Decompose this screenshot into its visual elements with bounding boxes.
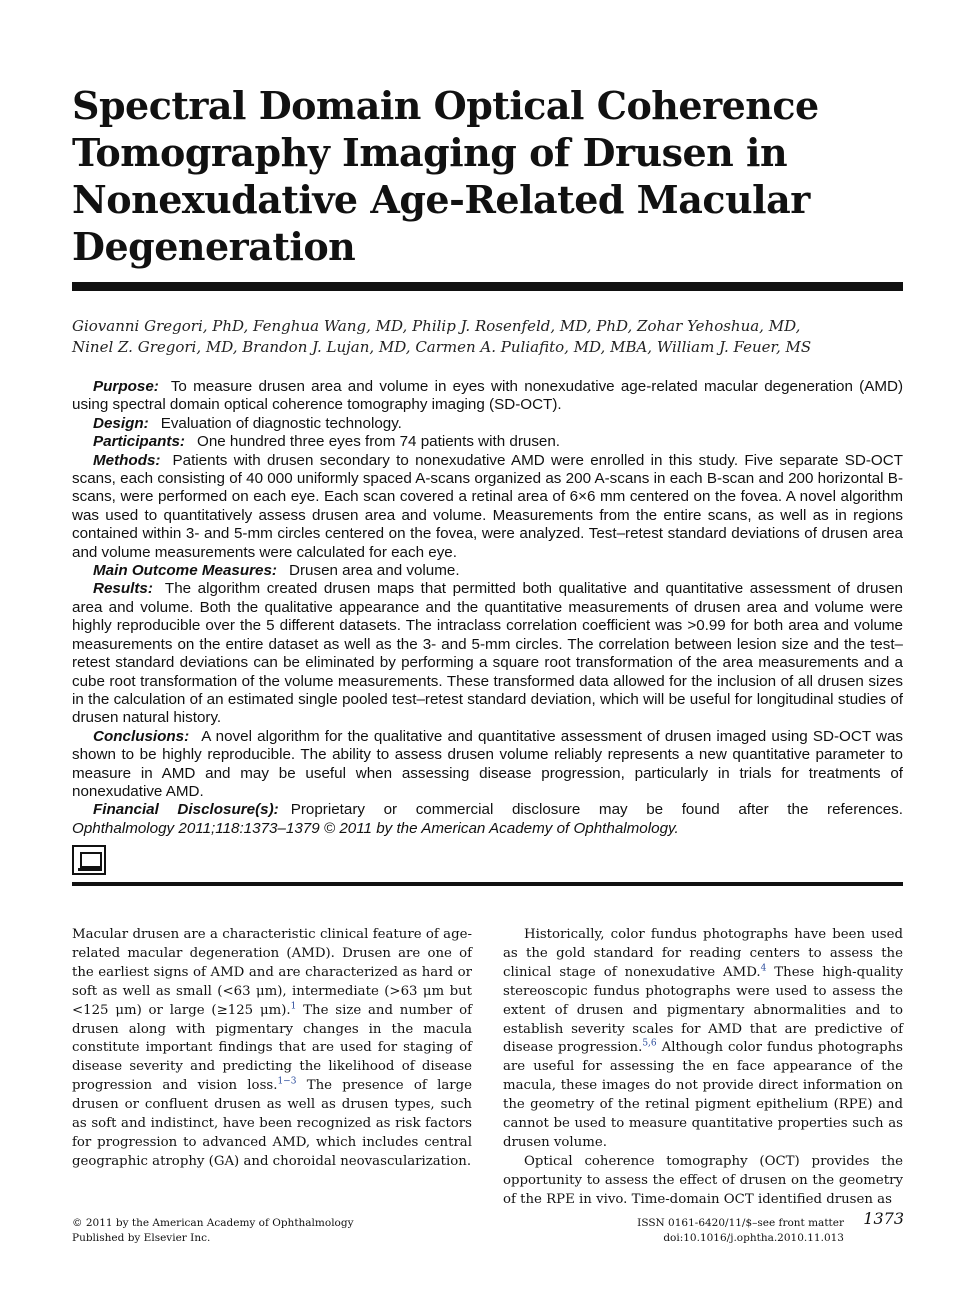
body-column-left (72, 926, 472, 1172)
monitor-screen (80, 852, 102, 868)
footer-line: ISSN 0161-6420/11/$–see front matter (637, 1217, 844, 1229)
abstract-text: One hundred three eyes from 74 patients with drusen. (197, 433, 561, 451)
monitor-base (78, 868, 102, 871)
abstract-text: Patients with drusen secondary to nonexudative AMD were enrolled in this study. Five separate SD-OCT scans, each consisting of 40 000 uniformly spaced A-scans organized as 200 A-scans in each B-scan and 200 horizontal B-scans, were performed on each eye. Each scan covered a retinal area of 6×6 mm centered on the fovea. A novel algorithm was used to quantitatively assess drusen area and volume. Measurements from the entire scans, as well as in regions contained within 3- and 5-mm circles centered on the fovea, were analyzed. Test–retest standard deviations of drusen area and volume measurements were calculated for each eye. (72, 451, 903, 561)
abstract-results (72, 580, 903, 727)
body-paragraph (72, 926, 472, 1172)
footer-copyright (72, 1216, 472, 1246)
abstract-participants (72, 433, 903, 451)
page-number: 1373 (863, 1209, 904, 1228)
footer-line: doi:10.1016/j.ophtha.2010.11.013 (663, 1232, 844, 1244)
author-line: Ninel Z. Gregori, MD, Brandon J. Lujan, MD, Carmen A. Puliafito, MD, MBA, William J. Feuer, MS (72, 338, 812, 356)
abstract-label: Results: (93, 580, 153, 598)
abstract-text: To measure drusen area and volume in eyes with nonexudative age-related macular degeneration (AMD) using spectral domain optical coherence tomography imaging (SD-OCT). (72, 378, 903, 414)
abstract-design (72, 415, 903, 433)
abstract-text: The algorithm created drusen maps that permitted both qualitative and quantitative assessment of drusen area and volume. Both the qualitative appearance and the quantitative measurements of drusen area and volume were highly reproducible over the 5 different datasets. The intraclass correlation coefficient was >0.99 for both area and volume measurements on the entire dataset as well as the 3- and 5-mm circles. The correlation between lesion size and the test–retest standard deviations can be eliminated by performing a square root transformation of the area measurements and a cube root transformation of the volume measurements. These transformed data allowed for the inclusion of all drusen sizes in the calculation of an estimated single pooled test–retest standard deviation, which will be useful for longitudinal studies of drusen natural history. (72, 580, 903, 727)
citation-text: Ophthalmology 2011;118:1373–1379 © 2011 by the American Academy of Ophthalmology. (72, 819, 679, 837)
abstract-main-outcome (72, 562, 903, 580)
body-text: These high-quality stereoscopic fundus photographs were used to assess the extent of drusen and pigmentary abnormalities and to establish severity scales for AMD that are predictive of disease progression. (503, 964, 903, 1056)
body-paragraph: Optical coherence tomography (OCT) provides the opportunity to assess the effect of drusen on the geometry of the RPE in vivo. Time-domain OCT identified drusen as (503, 1153, 903, 1207)
title-divider (72, 282, 903, 291)
body-column-right (503, 926, 903, 1210)
title-line: Nonexudative Age-Related Macular (72, 177, 810, 222)
body-text: Historically, color fundus photographs have been used as the gold standard for reading centers to assess the clinical stage of nonexudative AMD. (503, 927, 903, 980)
footer-issn (560, 1216, 844, 1246)
body-text: The size and number of drusen along with pigmentary changes in the macula constitute important findings that are used for staging of disease severity and predicting the likelihood of disease progression and vision loss. (72, 1002, 472, 1094)
reference-link[interactable]: 4 (760, 963, 767, 974)
abstract-label: Main Outcome Measures: (93, 562, 277, 580)
computer-monitor-icon (72, 845, 106, 875)
author-list (72, 316, 912, 358)
abstract-label: Purpose: (93, 378, 159, 395)
author-line: Giovanni Gregori, PhD, Fenghua Wang, MD, Philip J. Rosenfeld, MD, PhD, Zohar Yehoshua, MD, (72, 317, 801, 335)
footer-line: Published by Elsevier Inc. (72, 1232, 211, 1244)
abstract-text: Evaluation of diagnostic technology. (160, 414, 402, 432)
abstract (72, 378, 903, 838)
abstract-financial (72, 801, 903, 819)
body-text: Macular drusen are a characteristic clinical feature of age-related macular degeneration (AMD). Drusen are one of the earliest signs of AMD and are characterized as hard or soft as well as small (<63 μm), intermediate (>63 μm but <125 μm) or large (≥125 μm). (72, 927, 472, 1018)
reference-link[interactable]: 1−3 (277, 1076, 297, 1087)
abstract-label: Financial Disclosure(s): (93, 801, 279, 819)
abstract-label: Methods: (93, 451, 161, 469)
abstract-label: Conclusions: (93, 727, 190, 745)
title-line: Degeneration (72, 224, 356, 269)
body-text: The presence of large drusen or confluent drusen as well as drusen types, such as soft and indistinct, have been recognized as risk factors for progression to advanced AMD, which includes central geographic atrophy (GA) and choroidal neovascularization. (72, 1078, 472, 1169)
abstract-label: Participants: (93, 433, 185, 451)
title-line: Spectral Domain Optical Coherence (72, 83, 819, 128)
footer-line: © 2011 by the American Academy of Ophthalmology (72, 1217, 354, 1229)
reference-link[interactable]: 5,6 (642, 1039, 657, 1050)
article-title (72, 82, 912, 270)
abstract-text: Drusen area and volume. (289, 562, 460, 580)
body-paragraph (503, 926, 903, 1153)
abstract-label: Design: (93, 414, 149, 432)
title-line: Tomography Imaging of Drusen in (72, 130, 788, 175)
abstract-text: Proprietary or commercial disclosure may be found after the references. (290, 801, 903, 819)
abstract-purpose (72, 378, 903, 415)
abstract-conclusions (72, 728, 903, 802)
reference-link[interactable]: 1 (290, 1001, 297, 1012)
abstract-divider (72, 882, 903, 886)
abstract-citation (72, 820, 903, 838)
body-text: Although color fundus photographs are useful for assessing the en face appearance of the macula, these images do not provide direct information on the geometry of the retinal pigment epithelium (RPE) and cannot be used to measure quantitative properties such as drusen volume. (503, 1040, 903, 1150)
abstract-methods (72, 452, 903, 562)
abstract-text: A novel algorithm for the qualitative and quantitative assessment of drusen imaged using SD-OCT was shown to be highly reproducible. The ability to assess drusen volume reliably represents a new quantitative parameter to measure in AMD and may be useful when assessing disease progression, particularly in trials for treatments of nonexudative AMD. (72, 727, 903, 800)
